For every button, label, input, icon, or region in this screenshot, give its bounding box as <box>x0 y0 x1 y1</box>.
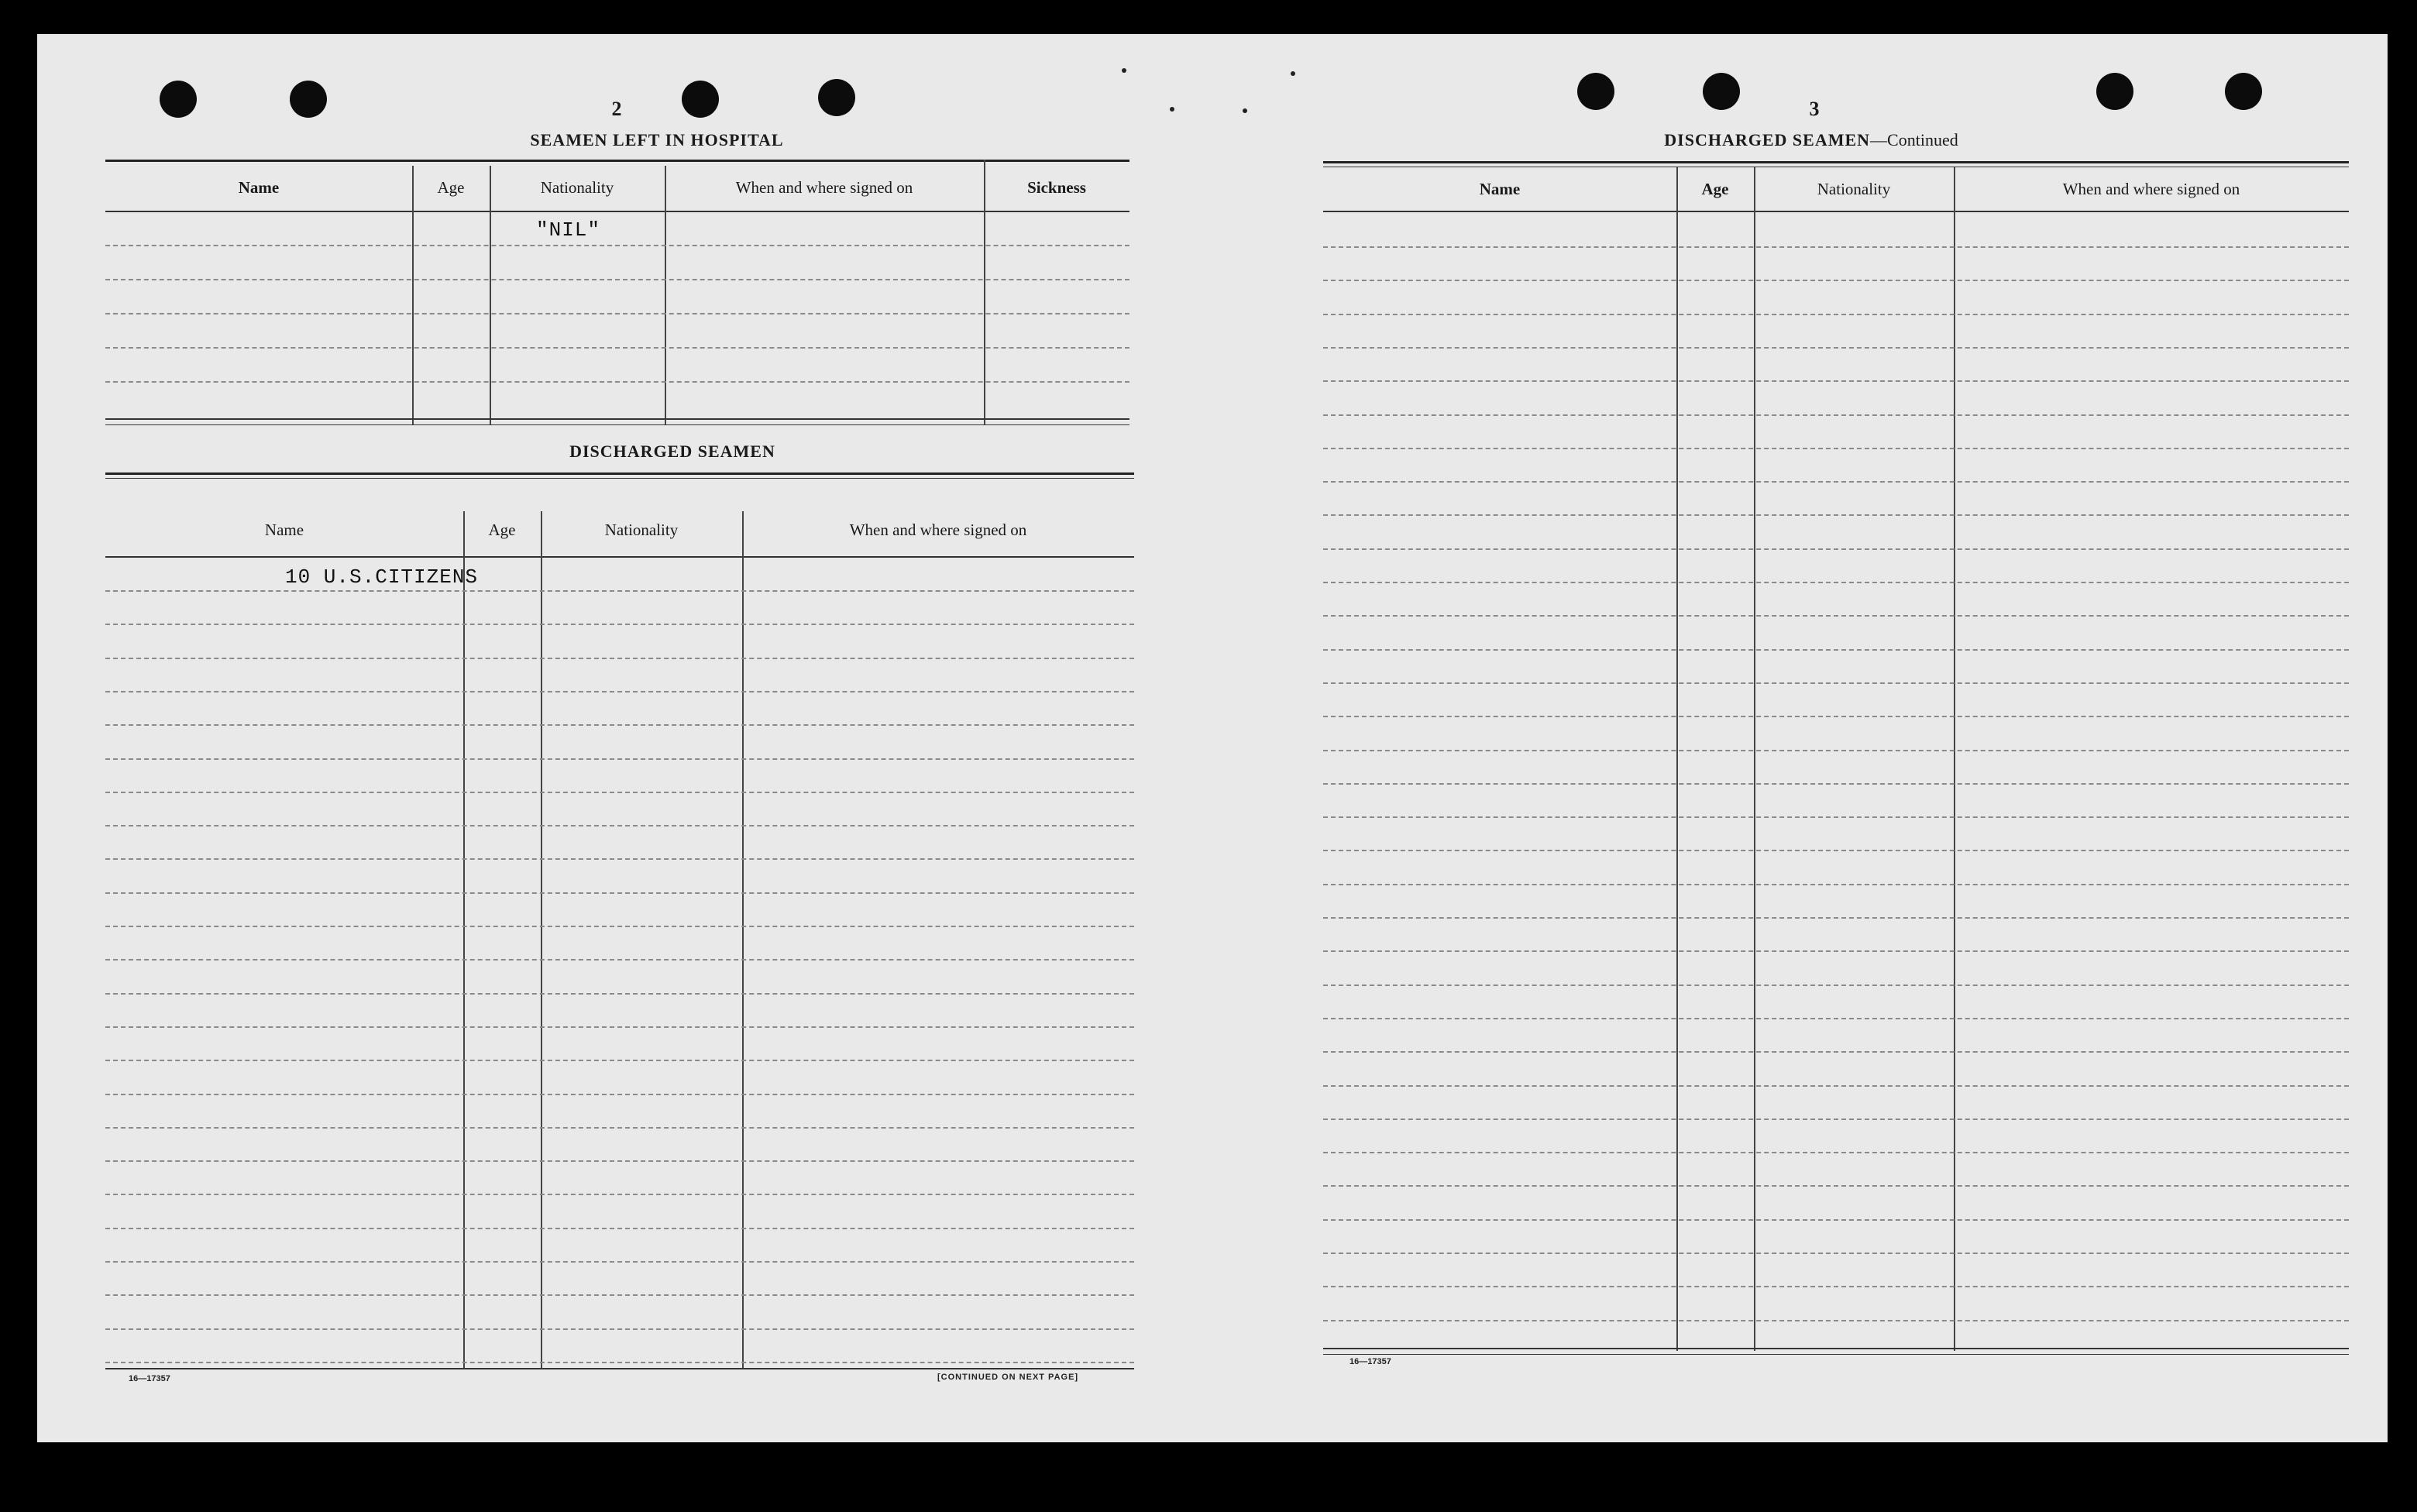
ruled-line <box>1323 1185 2349 1187</box>
ruled-line <box>1323 950 2349 952</box>
ruled-line <box>105 658 1134 659</box>
ruled-line <box>105 926 1134 927</box>
ruled-line <box>105 1328 1134 1330</box>
dust-speck <box>1243 108 1247 113</box>
discharged-continued-table <box>1323 161 2349 1385</box>
col-head-signed-on: When and where signed on <box>849 521 1027 539</box>
ruled-line <box>105 758 1134 760</box>
ruled-line <box>105 691 1134 692</box>
ruled-line <box>105 1362 1134 1363</box>
ruled-line <box>105 590 1134 592</box>
col-head-age: Age <box>437 178 465 197</box>
ruled-line <box>105 858 1134 860</box>
ruled-line <box>1323 649 2349 651</box>
form-number: 16—17357 <box>1349 1357 1391 1366</box>
left-page <box>37 34 1222 1442</box>
ruled-line <box>105 792 1134 793</box>
discharged-table <box>105 472 1134 1369</box>
ruled-line <box>1323 1219 2349 1221</box>
ruled-line <box>1323 414 2349 416</box>
ruled-line <box>1323 548 2349 550</box>
col-head-sickness: Sickness <box>1027 178 1086 197</box>
page-number: 2 <box>611 98 622 120</box>
ruled-line <box>105 1127 1134 1129</box>
ruled-line <box>1323 1018 2349 1019</box>
ruled-line <box>1323 448 2349 449</box>
ruled-line <box>1323 783 2349 785</box>
dust-speck <box>1170 107 1174 112</box>
ruled-line <box>1323 1286 2349 1287</box>
form-number: 16—17357 <box>129 1374 170 1383</box>
col-head-signed-on: When and where signed on <box>2062 180 2240 198</box>
ruled-line <box>105 892 1134 894</box>
col-head-name: Name <box>1479 180 1521 198</box>
ruled-line <box>1323 985 2349 986</box>
punch-hole <box>1703 73 1740 110</box>
col-head-age: Age <box>488 521 516 539</box>
ruled-line <box>1323 280 2349 281</box>
ruled-line <box>1323 615 2349 617</box>
ruled-line <box>1323 750 2349 751</box>
scanned-document <box>37 34 2388 1442</box>
ruled-line <box>1323 347 2349 349</box>
ruled-line <box>105 1261 1134 1263</box>
ruled-line <box>105 724 1134 726</box>
discharged-section-title: DISCHARGED SEAMEN <box>569 442 775 461</box>
ruled-line <box>1323 1320 2349 1321</box>
ruled-line <box>105 1026 1134 1028</box>
ruled-line <box>1323 514 2349 516</box>
ruled-line <box>105 959 1134 960</box>
ruled-line <box>105 1094 1134 1095</box>
ruled-line <box>105 1160 1134 1162</box>
ruled-line <box>1323 1253 2349 1254</box>
ruled-line <box>1323 314 2349 315</box>
punch-hole <box>818 79 855 116</box>
col-head-nationality: Nationality <box>1817 180 1891 198</box>
ruled-line <box>1323 884 2349 885</box>
col-head-signed-on: When and where signed on <box>735 178 913 197</box>
ruled-line <box>105 993 1134 995</box>
ruled-line <box>105 1194 1134 1195</box>
ruled-line <box>105 624 1134 625</box>
ruled-line <box>1323 582 2349 583</box>
ruled-line <box>1323 1051 2349 1053</box>
ruled-line <box>1323 1152 2349 1153</box>
punch-hole <box>1577 73 1614 110</box>
col-head-name: Name <box>238 178 280 197</box>
page-number: 3 <box>1809 98 1820 120</box>
ruled-line <box>105 1060 1134 1061</box>
dust-speck <box>1122 68 1126 73</box>
ruled-line <box>1323 1119 2349 1120</box>
ruled-line <box>1323 716 2349 717</box>
ruled-line <box>1323 850 2349 851</box>
continued-note: [CONTINUED ON NEXT PAGE] <box>937 1373 1079 1382</box>
ruled-line <box>1323 816 2349 818</box>
ruled-line <box>1323 481 2349 483</box>
hospital-table <box>105 160 1129 424</box>
right-page <box>1269 34 2388 1442</box>
ruled-line <box>105 825 1134 826</box>
ruled-line <box>1323 246 2349 248</box>
ruled-line <box>1323 682 2349 684</box>
punch-hole <box>290 81 327 118</box>
col-head-age: Age <box>1701 180 1729 198</box>
discharged-continued-title: DISCHARGED SEAMEN—Continued <box>1664 130 1958 149</box>
discharged-entry-name: 10 U.S.CITIZENS <box>285 565 479 589</box>
punch-hole <box>682 81 719 118</box>
ruled-line <box>1323 1085 2349 1087</box>
ruled-line <box>1323 917 2349 919</box>
ruled-line <box>105 1294 1134 1296</box>
hospital-entry-nationality: "NIL" <box>536 218 601 242</box>
punch-hole <box>160 81 197 118</box>
col-head-name: Name <box>264 521 304 539</box>
ruled-line <box>105 1228 1134 1229</box>
col-head-nationality: Nationality <box>604 521 679 539</box>
punch-hole <box>2096 73 2133 110</box>
hospital-section-title: SEAMEN LEFT IN HOSPITAL <box>530 130 784 149</box>
ruled-line <box>1323 380 2349 382</box>
punch-hole <box>2225 73 2262 110</box>
col-head-nationality: Nationality <box>540 178 614 197</box>
